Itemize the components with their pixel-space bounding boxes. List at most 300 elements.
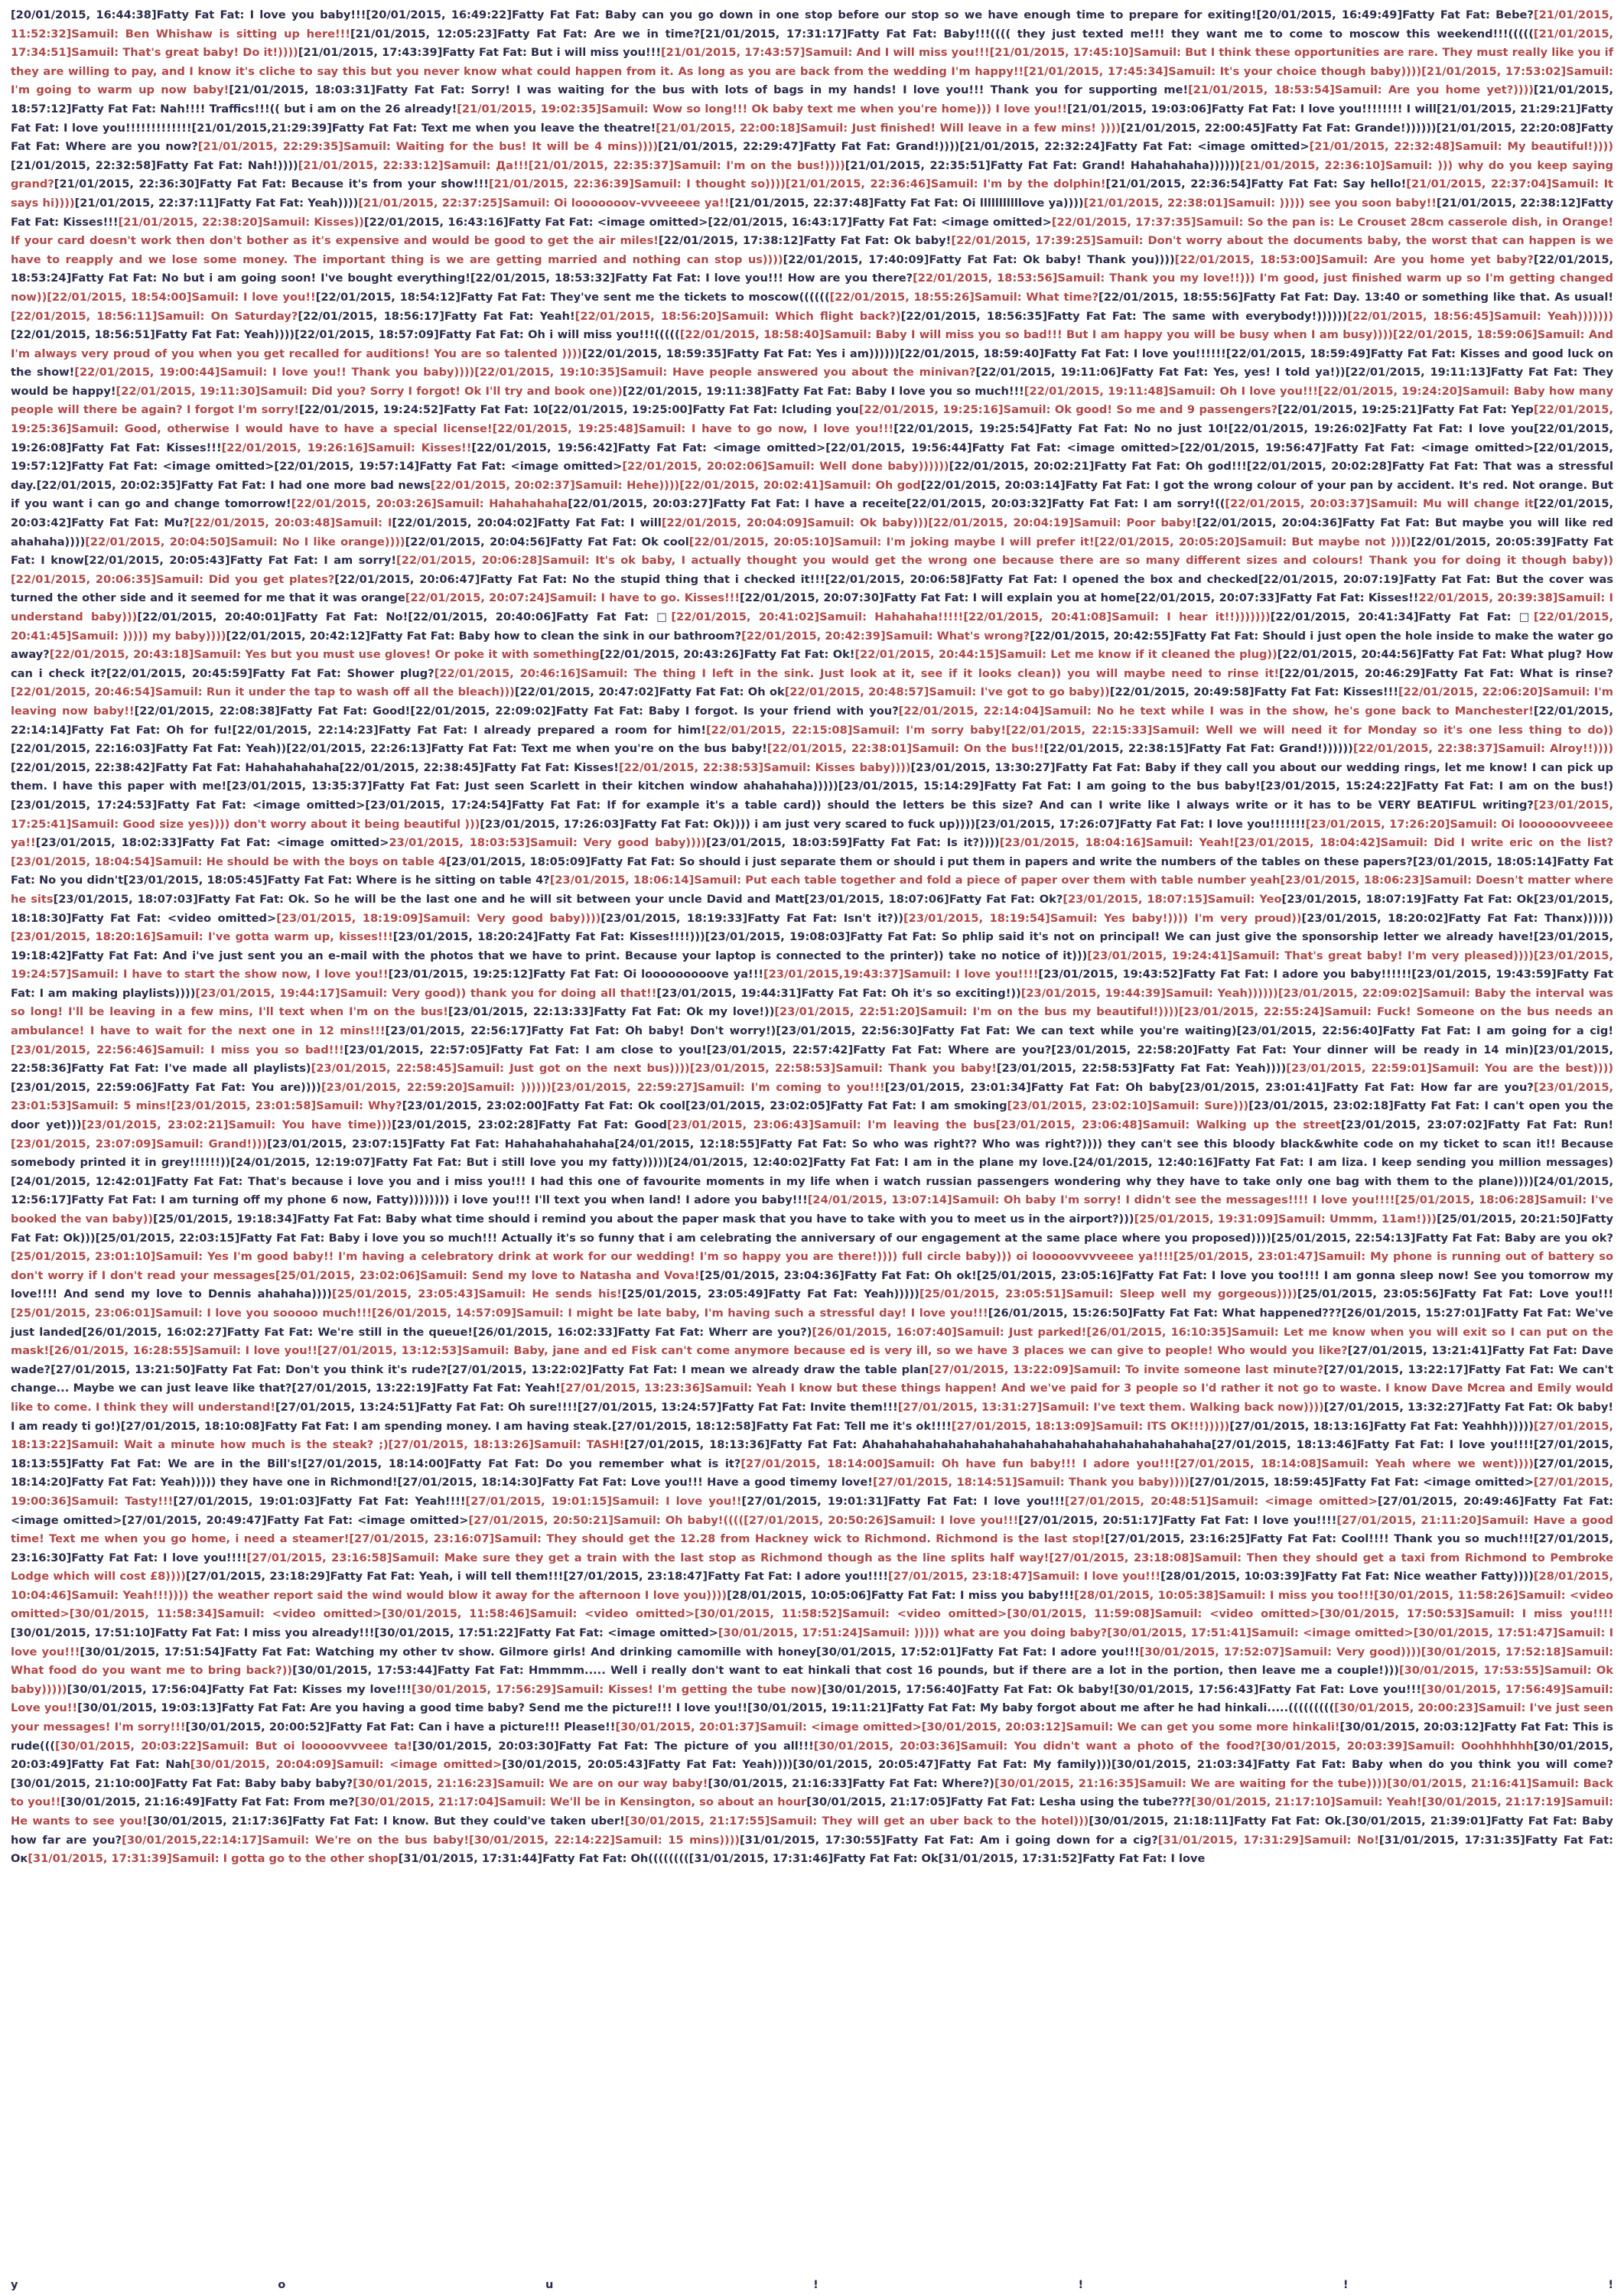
- message-text: Yeah))))))): [1547, 309, 1613, 323]
- chat-message: [27/01/2015, 18:14:00]Fatty Fat Fat: Do you remember what is it?: [302, 1457, 741, 1470]
- message-sender: Fatty Fat Fat: [195, 1362, 277, 1376]
- message-sender: Fatty Fat Fat: [1391, 460, 1474, 474]
- chat-message: [27/01/2015, 18:14:30]Fatty Fat Fat: Love you!!! Have a good timemy love!: [397, 1476, 873, 1489]
- message-text: Ok good! So me and 9 passengers?: [1054, 403, 1278, 417]
- message-timestamp: [23/01/2015, 15:14:29]: [838, 780, 984, 793]
- message-timestamp: [22/01/2015, 19:24:20]: [1317, 384, 1463, 398]
- message-text: My phone is running out of battery so don't worry if I don't read your messages: [11, 1250, 1613, 1282]
- message-timestamp: [30/01/2015, 11:58:34]: [69, 1607, 217, 1621]
- message-text: Where are you now?: [65, 140, 198, 154]
- message-text: I already prepared a room for him!: [474, 723, 706, 737]
- chat-message: [22/01/2015, 19:11:30]Samuil: Did you? Sorry I forgot! Ok I'll try and book one)): [116, 384, 623, 398]
- message-sender: Samuil: [229, 535, 273, 549]
- message-timestamp: [26/01/2015, 14:57:09]: [372, 1306, 516, 1320]
- chat-message: [21/01/2015, 22:36:39]Samuil: I thought so)))): [488, 177, 786, 191]
- chat-message: [30/01/2015, 20:00:23]Samuil: I've just seen your messages! I'm sorry!!!: [11, 1701, 1613, 1734]
- message-text: Ok baby! I am ready ti go!): [11, 1400, 1614, 1433]
- message-sender: Fatty Fat Fat: [708, 1570, 788, 1584]
- message-text: I got the wrong colour of your pan by accident. It's red. Not orange. But if you want i can go and change tomorrow!: [11, 478, 1614, 511]
- message-sender: Fatty Fat Fat: [1250, 1532, 1333, 1546]
- message-sender: Fatty Fat Fat: [319, 1494, 405, 1508]
- chat-message: [30/01/2015, 17:56:04]Fatty Fat Fat: Kisses my love!!!: [67, 1682, 412, 1696]
- message-sender: Fatty Fat Fat: [490, 1043, 575, 1056]
- chat-message: [22/01/2015, 22:38:42]Fatty Fat Fat: Hahahahahaha: [11, 760, 340, 774]
- chat-message: [23/01/2015, 22:13:33]Fatty Fat Fat: Ok my love!)): [447, 1005, 775, 1019]
- message-text: Yeah)))): [244, 328, 295, 342]
- message-text: Yeah)))): [308, 196, 359, 210]
- message-text: I'm coming to you!!!: [750, 1080, 885, 1094]
- message-timestamp: [23/01/2015, 23:01:58]: [171, 1099, 317, 1113]
- chat-message: [27/01/2015, 18:14:00]Samuil: Oh have fun baby!!! I adore you!!!: [740, 1457, 1175, 1470]
- chat-message: [30/01/2015, 17:52:01]Fatty Fat Fat: I adore you!!!: [815, 1645, 1140, 1659]
- message-sender: Samuil: [614, 1833, 658, 1847]
- message-timestamp: [23/01/2015, 23:02:00]: [402, 1099, 548, 1113]
- message-text: Baby how to clean the sink in our bathroom?: [458, 629, 742, 643]
- message-text: Hahahahaha: [489, 497, 568, 511]
- message-text: I love you too!!!! I am gonna sleep now! See you tomorrow my love!!!! And send my love to Dennis ahahaha)))): [11, 1268, 1614, 1301]
- message-timestamp: [22/01/2015, 22:09:02]: [410, 704, 556, 718]
- chat-message: [30/01/2015, 17:53:44]Fatty Fat Fat: Hmmmm..... Well i really don't want to eat hinkali that cost 16 pounds, but if there are a lot in the portion, then leave me a couple!))): [292, 1664, 1399, 1678]
- message-sender: Samuil: [580, 666, 623, 680]
- message-text: They would be happy!: [11, 366, 1614, 398]
- message-timestamp: [22/01/2015, 20:46:29]: [1279, 666, 1426, 680]
- message-timestamp: [28/01/2015, 10:04:46]: [11, 1570, 1613, 1602]
- message-timestamp: [23/01/2015, 18:03:59]: [706, 836, 853, 850]
- message-text: Walking up the street: [1196, 1118, 1341, 1132]
- message-timestamp: [27/01/2015, 23:16:07]: [349, 1532, 495, 1546]
- chat-message: [22/01/2015, 20:06:35]Samuil: Did you get plates?: [11, 572, 335, 586]
- message-timestamp: [22/01/2015, 19:25:16]: [858, 403, 1004, 417]
- message-timestamp: [22/01/2015, 18:54:12]: [315, 290, 461, 304]
- message-timestamp: [21/01/2015, 22:36:54]: [1105, 177, 1251, 191]
- message-text: I mean we already draw the table plan: [682, 1362, 929, 1376]
- chat-message: [22/01/2015, 20:03:37]Samuil: Mu will change it: [1225, 497, 1534, 511]
- message-timestamp: [30/01/2015, 21:16:33]: [708, 1776, 853, 1790]
- chat-message: [27/01/2015, 18:14:08]Samuil: Yeah where we went)))): [1174, 1457, 1534, 1470]
- message-text: I love you!! Thank you baby)))): [272, 366, 475, 379]
- message-text: Invite them!!!: [809, 1400, 898, 1414]
- chat-message: [22/01/2015, 20:44:15]Samuil: Let me know if it cleaned the plug)): [854, 648, 1277, 662]
- message-timestamp: [22/01/2015, 20:03:14]: [920, 478, 1066, 492]
- message-text: I'm on the bus!)))): [726, 158, 845, 172]
- message-timestamp: [22/01/2015, 22:14:14]: [11, 704, 1613, 737]
- message-sender: Fatty Fat Fat: [419, 1400, 500, 1414]
- chat-message: [21/01/2015, 22:37:25]Samuil: Oi looooooov-vvveeeee ya!!: [358, 196, 730, 210]
- chat-message: [23/01/2015, 19:44:31]Fatty Fat Fat: Oh it's so exciting!)): [656, 986, 1021, 1000]
- chat-message: [23/01/2015, 19:25:12]Fatty Fat Fat: Oi looooooooove ya!!!: [388, 968, 764, 981]
- message-sender: Fatty Fat Fat: [1484, 1720, 1564, 1734]
- message-sender: Fatty Fat Fat: [279, 704, 363, 718]
- message-timestamp: [23/01/2015, 18:19:33]: [600, 911, 748, 925]
- message-sender: Fatty Fat Fat: [444, 309, 529, 323]
- chat-message: [21/01/2015, 18:57:12]Fatty Fat Fat: Nah!!!! Traffics!!!(( but i am on the 26 already!: [11, 83, 1614, 116]
- message-sender: Fatty Fat Fat: [1105, 140, 1188, 154]
- message-sender: Samuil: [201, 1739, 245, 1753]
- chat-message: [23/01/2015, 23:02:00]Fatty Fat Fat: Ok cool: [402, 1099, 685, 1113]
- chat-message: [31/01/2015, 17:31:29]Samuil: No!: [1157, 1833, 1379, 1847]
- message-text: Just finished! Will leave in a few mins! )))): [851, 121, 1121, 135]
- message-text: Oh baby!((((: [665, 1513, 744, 1527]
- chat-message: [31/01/2015, 17:31:35]Fatty Fat Fat: Ок: [11, 1833, 1613, 1866]
- message-timestamp: [25/01/2015, 19:18:34]: [153, 1213, 298, 1226]
- message-sender: Fatty Fat Fat: [431, 742, 513, 756]
- message-timestamp: [27/01/2015, 13:22:02]: [447, 1362, 592, 1376]
- message-text: Yeah)))): [1235, 1062, 1287, 1076]
- chat-message: [30/01/2015, 11:59:08]Samuil: <video omitted>: [1007, 1607, 1320, 1621]
- chat-message: [30/01/2015, 21:16:41]Samuil: Back to you!!: [11, 1776, 1613, 1809]
- message-timestamp: [22/01/2015, 18:59:35]: [582, 347, 727, 360]
- message-timestamp: [23/01/2015, 18:04:54]: [11, 855, 155, 868]
- message-sender: Fatty Fat Fat: [852, 1776, 933, 1790]
- message-text: No I like orange)))): [282, 535, 405, 549]
- message-sender: Samuil: [228, 1118, 272, 1132]
- chat-message: [27/01/2015, 18:10:08]Fatty Fat Fat: I am spending money. I am having steak.: [120, 1419, 612, 1433]
- message-timestamp: [28/01/2015, 10:05:38]: [1074, 1588, 1219, 1602]
- message-sender: Samuil: [1232, 949, 1276, 962]
- chat-message: [23/01/2015, 17:24:53]Fatty Fat Fat: <image omitted>: [11, 798, 366, 812]
- message-timestamp: [30/01/2015, 20:03:12]: [1339, 1720, 1485, 1734]
- message-text: No the stupid thing that i checked it!!!: [572, 572, 825, 586]
- message-timestamp: [28/01/2015, 10:03:39]: [1160, 1570, 1305, 1584]
- message-text: And i've just sent you an e-mail with the photos that we have to print. Because your laptop is connected to the printer)) take no notice of it))): [162, 949, 1088, 962]
- message-sender: Fatty Fat Fat: [594, 1005, 677, 1019]
- message-sender: Fatty Fat Fat: [1065, 478, 1146, 492]
- message-sender: Samuil: [1557, 1626, 1601, 1640]
- message-text: Ок: [11, 1852, 28, 1866]
- message-text: Oh baby I'm sorry! I didn't see the messages!!!! I love you!!!!: [1003, 1193, 1395, 1207]
- message-text: Are you home yet?)))): [1388, 83, 1534, 97]
- message-text: No!: [1357, 1833, 1379, 1847]
- message-sender: Fatty Fat Fat: [1043, 347, 1125, 360]
- message-sender: Fatty Fat Fat: [155, 1626, 236, 1640]
- chat-message: [26/01/2015, 16:10:35]Samuil: Let me know when you will exit so I can put on the mask!: [11, 1325, 1614, 1358]
- chat-message: [22/01/2015, 18:54:12]Fatty Fat Fat: They've sent me the tickets to moscow((((((: [315, 290, 830, 304]
- message-timestamp: [22/01/2015, 20:04:09]: [661, 516, 808, 530]
- message-timestamp: [22/01/2015, 18:55:56]: [1098, 290, 1244, 304]
- chat-message: [30/01/2015, 17:56:40]Fatty Fat Fat: Ok baby!: [822, 1682, 1115, 1696]
- message-sender: Fatty Fat Fat: [1421, 648, 1502, 662]
- message-sender: Samuil: [1478, 1701, 1521, 1715]
- message-sender: Fatty Fat Fat: [1342, 516, 1426, 530]
- message-timestamp: [23/01/2015, 23:02:05]: [685, 1099, 831, 1113]
- message-sender: Fatty Fat Fat: [617, 441, 702, 454]
- chat-message: [22/01/2015, 18:54:00]Samuil: I love you!!: [47, 290, 316, 304]
- chat-message: [30/01/2015, 22:14:22]Samuil: 15 mins)))): [469, 1833, 740, 1847]
- message-timestamp: [23/01/2015, 22:58:45]: [311, 1062, 457, 1076]
- message-sender: Fatty Fat Fat: [1051, 497, 1134, 511]
- message-timestamp: [21/01/2015, 19:03:06]: [1067, 102, 1212, 116]
- message-text: Oi loooooovveeee ya!!: [11, 817, 1614, 850]
- chat-message: [22/01/2015, 20:40:01]Fatty Fat Fat: No!: [137, 610, 408, 623]
- message-timestamp: [27/01/2015, 13:32:27]: [1323, 1400, 1469, 1414]
- chat-message: [30/01/2015, 17:51:22]Fatty Fat Fat: <image omitted>: [374, 1626, 718, 1640]
- chat-message: [21/01/2015, 17:45:10]Samuil: But I think these opportunities are rare. They must really like you if they are willing to pay, and I know it's cliche to say this but you never know what could happen from it. As long as you are back from the wedding I'm happy!!: [11, 46, 1614, 78]
- message-sender: Fatty Fat Fat: [590, 855, 671, 868]
- message-text: Yes, yes! I told ya!)): [1213, 366, 1346, 379]
- message-text: Sleep well my gorgeous)))): [1119, 1287, 1297, 1301]
- message-sender: Fatty Fat Fat: [1265, 121, 1346, 135]
- message-timestamp: [30/01/2015, 21:16:41]: [1387, 1776, 1532, 1790]
- message-timestamp: [22/01/2015, 20:47:02]: [514, 685, 659, 699]
- message-sender: Fatty Fat Fat: [760, 1137, 843, 1151]
- message-text: He sends his!: [532, 1287, 622, 1301]
- message-sender: Fatty Fat Fat: [971, 441, 1056, 454]
- message-timestamp: [25/01/2015, 20:21:50]: [1437, 1213, 1581, 1226]
- message-sender: Samuil: [1152, 723, 1196, 737]
- message-timestamp: [30/01/2015, 17:51:41]: [1107, 1626, 1251, 1640]
- message-sender: Fatty Fat Fat: [1218, 1156, 1300, 1170]
- message-timestamp: [27/01/2015, 18:13:26]: [388, 1438, 534, 1452]
- message-text: I have to start the show now, I love you!!: [123, 968, 389, 981]
- message-sender: Fatty Fat Fat: [852, 836, 937, 850]
- message-sender: Fatty Fat Fat: [591, 1362, 673, 1376]
- message-text: They will get an uber back to the hotel))): [822, 1815, 1089, 1828]
- message-timestamp: [22/01/2015, 18:59:40]: [899, 347, 1044, 360]
- message-text: Yes but you must use gloves! Or poke it with something: [245, 648, 600, 662]
- message-sender: Samuil: [1542, 685, 1586, 699]
- chat-message: [30/01/2015, 17:52:07]Samuil: Very good)))): [1139, 1645, 1421, 1659]
- chat-message: [27/01/2015, 21:11:20]Samuil: Have a good time! Text me when you go home, i need a steamer!: [11, 1513, 1613, 1546]
- message-text: Oh sure!!!!: [508, 1400, 578, 1414]
- message-timestamp: [30/01/2015, 20:03:36]: [813, 1739, 961, 1753]
- message-sender: Samuil: [1385, 158, 1428, 172]
- message-text: I'm sorry baby!: [906, 723, 1006, 737]
- message-timestamp: [23/01/2015, 19:24:41]: [1087, 949, 1233, 962]
- message-sender: Fatty Fat Fat: [1468, 1400, 1548, 1414]
- chat-message: [30/01/2015, 20:01:37]Samuil: <image omitted>: [615, 1720, 922, 1734]
- message-sender: Samuil: [705, 1382, 748, 1395]
- message-sender: Samuil: [194, 1344, 237, 1358]
- message-timestamp: [30/01/2015, 17:56:43]: [1114, 1682, 1259, 1696]
- message-text: <image omitted>: [1264, 1494, 1378, 1508]
- chat-message: [23/01/2015, 18:19:33]Fatty Fat Fat: Isn't it?)): [600, 911, 903, 925]
- message-timestamp: [27/01/2015, 13:31:27]: [897, 1400, 1043, 1414]
- message-text: Tasty!!!: [125, 1494, 174, 1508]
- message-sender: Fatty Fat Fat: [1333, 1476, 1414, 1489]
- chat-message: [30/01/2015, 21:17:19]Samuil: He wants to see you!: [11, 1795, 1613, 1828]
- message-sender: Fatty Fat Fat: [1425, 666, 1510, 680]
- chat-message: [22/01/2015, 19:26:08]Fatty Fat Fat: Kisses!!!: [11, 422, 1614, 454]
- message-text: But i will miss you!!!: [530, 46, 661, 60]
- message-timestamp: [26/01/2015, 16:10:35]: [1086, 1325, 1232, 1339]
- chat-message: [23/01/2015, 22:56:30]Fatty Fat Fat: We can text while you're waiting): [776, 1024, 1237, 1038]
- message-timestamp: [23/01/2015, 19:18:42]: [11, 930, 1614, 962]
- message-sender: Fatty Fat Fat: [370, 629, 451, 643]
- message-timestamp: [24/01/2015, 13:07:14]: [807, 1193, 952, 1207]
- message-sender: Samuil: [1303, 1833, 1347, 1847]
- chat-message: [22/01/2015, 20:47:02]Fatty Fat Fat: Oh ok: [514, 685, 785, 699]
- message-text: I am sorry!((: [1144, 497, 1225, 511]
- chat-message: [23/01/2015, 22:59:20]Samuil: )))))): [321, 1080, 552, 1094]
- message-timestamp: [22/01/2015, 19:24:52]: [299, 403, 444, 417]
- message-timestamp: [26/01/2015, 16:02:27]: [82, 1325, 227, 1339]
- chat-message: [23/01/2015, 23:02:10]Samuil: Sure))): [1007, 1099, 1249, 1113]
- message-timestamp: [22/01/2015, 22:26:13]: [286, 742, 431, 756]
- message-text: My baby forgot about me after he had hinkali.....(((((((((: [979, 1701, 1335, 1715]
- message-text: I am making playlists)))): [39, 986, 196, 1000]
- message-text: Ok baby))))): [11, 1664, 1613, 1696]
- message-sender: Samuil: [1481, 1513, 1525, 1527]
- chat-message: [21/01/2015, 11:52:32]Samuil: Ben Whishaw is sitting up here!!!: [11, 8, 1614, 41]
- message-text: Kisses! I'm getting the tube now): [607, 1682, 822, 1696]
- message-sender: Samuil: [929, 685, 972, 699]
- chat-message: [22/01/2015, 19:10:35]Samuil: Have people answered you about the minivan?: [474, 366, 976, 379]
- message-sender: Samuil: [502, 196, 545, 210]
- message-timestamp: [30/01/2015, 19:11:21]: [747, 1701, 892, 1715]
- message-sender: Fatty Fat Fat: [1257, 1758, 1342, 1772]
- message-timestamp: [23/01/2015, 18:20:16]: [11, 930, 156, 944]
- chat-message: [23/01/2015, 22:58:45]Samuil: Just got on the next bus)))): [311, 1062, 690, 1076]
- chat-message: [22/01/2015, 20:02:35]Fatty Fat Fat: I had one more bad news: [36, 478, 431, 492]
- message-sender: Samuil: [1154, 1607, 1198, 1621]
- message-sender: Fatty Fat Fat: [1254, 685, 1335, 699]
- chat-message: [23/01/2015, 18:18:30]Fatty Fat Fat: <video omitted>: [11, 892, 1614, 925]
- message-timestamp: [23/01/2015, 18:05:14]: [1412, 855, 1557, 868]
- message-text: I love you!!!!: [163, 1551, 247, 1564]
- message-sender: Samuil: [885, 629, 929, 643]
- message-sender: Fatty Fat Fat: [547, 1099, 629, 1113]
- message-text: Do you remember what is it?: [545, 1457, 741, 1470]
- message-text: Grand! Hahahahaha)))))): [1082, 158, 1240, 172]
- message-sender: Fatty Fat Fat: [1468, 1362, 1550, 1376]
- chat-message: [21/01/2015, 17:31:17]Fatty Fat Fat: Baby!!!(((( they just texted me!!! they want me to come to moscow this weekend!!!(((((: [700, 27, 1534, 41]
- message-timestamp: [23/01/2015, 13:35:37]: [226, 780, 373, 793]
- message-text: I have a receite: [805, 497, 906, 511]
- message-timestamp: [30/01/2015, 17:51:22]: [374, 1626, 519, 1640]
- message-sender: Samuil: [1138, 1776, 1182, 1790]
- message-timestamp: [23/01/2015, 18:07:15]: [1063, 892, 1208, 906]
- chat-message: [26/01/2015, 15:26:50]Fatty Fat Fat: What happened???: [988, 1306, 1342, 1320]
- chat-message: [27/01/2015, 19:00:36]Samuil: Tasty!!!: [11, 1476, 1614, 1508]
- message-sender: Fatty Fat Fat: [438, 328, 519, 342]
- message-sender: Samuil: [1239, 535, 1283, 549]
- chat-message: [22/01/2015, 20:03:48]Samuil: I: [189, 516, 392, 530]
- message-text: What time?: [1026, 290, 1099, 304]
- message-text: Wherr are you?): [708, 1325, 812, 1339]
- message-sender: Fatty Fat Fat: [532, 968, 615, 981]
- chat-message: [22/01/2015, 20:46:29]Fatty Fat Fat: What is rinse?: [1279, 666, 1613, 680]
- chat-message: [22/01/2015, 18:56:17]Fatty Fat Fat: Yeah!: [298, 309, 575, 323]
- chat-message: [30/01/2015, 21:10:00]Fatty Fat Fat: Baby baby baby?: [11, 1776, 353, 1790]
- chat-message: [22/01/2015, 18:57:09]Fatty Fat Fat: Oh i will miss you!!!(((((: [295, 328, 680, 342]
- chat-message: [30/01/2015, 21:16:23]Samuil: We are on our way baby!: [353, 1776, 708, 1790]
- message-timestamp: [23/01/2015, 22:55:24]: [1178, 1005, 1325, 1019]
- chat-message: [22/01/2015, 22:15:33]Samuil: Well we will need it for Monday so it's one less thing to do)): [1005, 723, 1614, 737]
- message-timestamp: [26/01/2015, 16:02:33]: [473, 1325, 618, 1339]
- message-sender: Samuil: [1318, 1250, 1362, 1264]
- message-sender: Fatty Fat Fat: [747, 911, 833, 925]
- chat-message: [22/01/2015, 20:07:33]Fatty Fat Fat: Kisses!!: [1135, 591, 1419, 605]
- message-timestamp: [22/01/2015, 20:07:30]: [739, 591, 884, 605]
- message-sender: Fatty Fat Fat: [803, 140, 887, 154]
- chat-message: [22/01/2015, 22:26:13]Fatty Fat Fat: Text me when you're on the bus baby!: [286, 742, 767, 756]
- chat-message: [22/01/2015, 22:14:14]Fatty Fat Fat: Oh for fu!: [11, 704, 1613, 737]
- chat-message: [22/01/2015, 20:40:06]Fatty Fat Fat: □: [408, 610, 672, 623]
- message-sender: Fatty Fat Fat: [1393, 1099, 1476, 1113]
- chat-message: [27/01/2015, 13:22:17]Fatty Fat Fat: We can't change... Maybe we can just leave like that?: [11, 1362, 1613, 1395]
- message-sender: Fatty Fat Fat: [713, 497, 796, 511]
- message-sender: Fatty Fat Fat: [412, 1137, 496, 1151]
- message-sender: Samuil: [1111, 610, 1155, 623]
- message-sender: Samuil: [974, 290, 1017, 304]
- message-text: You didn't want a photo of the food?: [1014, 1739, 1261, 1753]
- message-sender: Fatty Fat Fat: [519, 1626, 600, 1640]
- message-timestamp: [21/01/2015,21:29:39]: [191, 121, 332, 135]
- message-timestamp: [23/01/2015, 23:07:02]: [1340, 1118, 1488, 1132]
- message-timestamp: [23/01/2015, 22:59:06]: [11, 1080, 158, 1094]
- message-text: <image omitted>: [1197, 140, 1310, 154]
- chat-message: [30/01/2015, 20:03:36]Samuil: You didn't want a photo of the food?: [813, 1739, 1261, 1753]
- message-sender: Fatty Fat Fat: [961, 1645, 1043, 1659]
- message-timestamp: [22/01/2015, 18:53:00]: [1174, 252, 1321, 266]
- message-timestamp: [30/01/2015, 21:03:34]: [1111, 1758, 1258, 1772]
- message-text: Yeah))))) they have one in Richmond!: [160, 1476, 398, 1489]
- message-sender: Fatty Fat Fat: [648, 1758, 732, 1772]
- message-timestamp: [21/01/2015, 22:38:12]: [1436, 196, 1581, 210]
- message-text: Where?): [942, 1776, 994, 1790]
- message-timestamp: [30/01/2015, 20:04:09]: [190, 1758, 337, 1772]
- chat-message: [30/01/2015, 20:04:09]Samuil: <image omitted>: [190, 1758, 503, 1772]
- message-timestamp: [30/01/2015, 20:03:49]: [11, 1739, 1613, 1772]
- message-text: What food do you want me to bring back?)): [11, 1664, 293, 1678]
- last-line-char: o: [278, 2278, 286, 2291]
- message-sender: Samuil: [1057, 272, 1101, 285]
- message-timestamp: [30/01/2015,22:14:17]: [122, 1833, 262, 1847]
- message-timestamp: [31/01/2015, 17:31:39]: [28, 1852, 172, 1866]
- message-timestamp: [22/01/2015, 19:57:14]: [274, 460, 420, 474]
- message-sender: Fatty Fat Fat: [766, 384, 848, 398]
- message-sender: Fatty Fat Fat: [1491, 1815, 1573, 1828]
- message-sender: Fatty Fat Fat: [297, 1213, 378, 1226]
- chat-message: [23/01/2015, 23:01:58]Samuil: Why?: [171, 1099, 402, 1113]
- message-text: 10: [532, 403, 548, 417]
- message-timestamp: [27/01/2015, 20:50:26]: [744, 1513, 889, 1527]
- message-text: Baby, jane and ed Fisk can't come anymore because ed is very ill, so we have 3 places we can give to people! Who would you like?: [513, 1344, 1348, 1358]
- chat-message: [20/01/2015, 16:49:49]Fatty Fat Fat: Bebe?: [1256, 8, 1534, 21]
- message-text: I had one more bad news: [270, 478, 431, 492]
- message-timestamp: [30/01/2015, 17:51:10]: [11, 1626, 155, 1640]
- message-sender: Samuil: [171, 1852, 215, 1866]
- chat-message: [27/01/2015, 23:18:47]Fatty Fat Fat: I adore you!!!!: [563, 1570, 889, 1584]
- chat-message: [24/01/2015, 13:07:14]Samuil: Oh baby I'm sorry! I didn't see the messages!!!! I love you!!!!: [807, 1193, 1395, 1207]
- message-text: Sorry! I was waiting for the bus with lots of bags in my hands! I love you!!! Thank you for supporting me!: [470, 83, 1189, 97]
- message-timestamp: [22/01/2015, 20:45:59]: [106, 666, 253, 680]
- chat-message: [23/01/2015, 18:03:59]Fatty Fat Fat: Is it?)))): [706, 836, 1000, 850]
- message-text: <video omitted>: [1209, 1607, 1320, 1621]
- chat-message: [22/01/2015, 19:25:21]Fatty Fat Fat: Yep: [1277, 403, 1534, 417]
- message-timestamp: [22/01/2015, 19:26:08]: [11, 422, 1614, 454]
- message-sender: Samuil: [612, 1494, 656, 1508]
- message-sender: Samuil: [1042, 1400, 1085, 1414]
- chat-message: [21/01/2015, 22:20:08]Fatty Fat Fat: Where are you now?: [11, 121, 1614, 154]
- message-sender: Fatty Fat Fat: [1258, 1682, 1340, 1696]
- message-text: Can i have a picture!!! Please!!: [418, 1720, 616, 1734]
- chat-message: [27/01/2015, 19:01:31]Fatty Fat Fat: I love you!!!: [741, 1494, 1065, 1508]
- message-sender: Fatty Fat Fat: [1404, 572, 1486, 586]
- message-timestamp: [23/01/2015, 22:57:42]: [706, 1043, 854, 1056]
- message-timestamp: [22/01/2015, 20:05:39]: [1411, 535, 1557, 549]
- message-text: Tell me it's ok!!!!: [844, 1419, 952, 1433]
- message-text: Oh ok!: [934, 1268, 977, 1282]
- chat-message: [21/01/2015, 22:36:46]Samuil: I'm by the dolphin!: [785, 177, 1106, 191]
- message-text: Baby what time should i remind you about the paper mask that you have to take with you to meet us in the airport?))): [385, 1213, 1134, 1226]
- message-timestamp: [21/01/2015, 22:32:48]: [1309, 140, 1455, 154]
- chat-message: [30/01/2015, 20:03:30]Fatty Fat Fat: The picture of you all!!!: [412, 1739, 814, 1753]
- chat-message: [22/01/2015, 22:14:04]Samuil: No he text while I was in the show, he's gone back to Manchester!: [898, 704, 1534, 718]
- chat-message: [23/01/2015, 18:04:42]Samuil: Did I write eric on the list?: [1234, 836, 1613, 850]
- message-text: I am smoking: [921, 1099, 1007, 1113]
- chat-message: [22/01/2015, 20:41:08]Samuil: I hear it!!))))))): [963, 610, 1271, 623]
